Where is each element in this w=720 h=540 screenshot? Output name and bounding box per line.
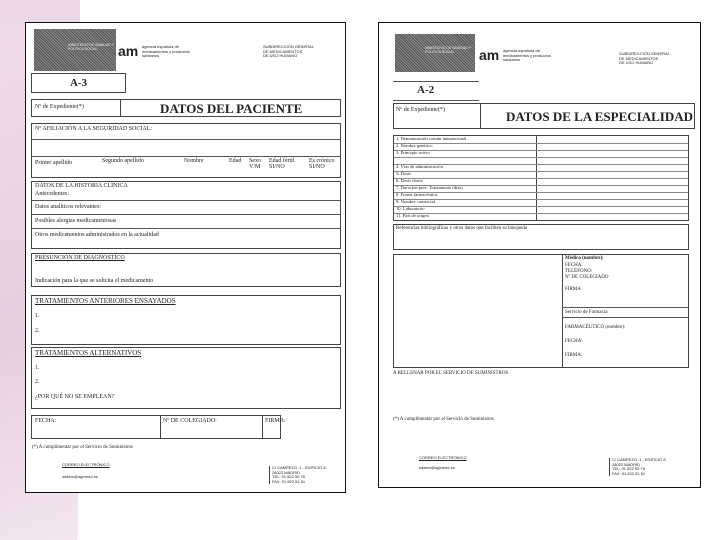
table-rule [394, 206, 688, 207]
footer-email: sdaem@agemed.es [419, 465, 455, 470]
table-rule [394, 185, 688, 186]
specialty-item: 1. Denominación común internacional [396, 136, 467, 141]
specialty-item: 6. Dosis diaria [396, 178, 423, 183]
page-title: DATOS DE LA ESPECIALIDAD [506, 109, 693, 124]
footer-address: C/ CAMPEZO, 1 - EDIFICIO 8 28022 MADRID TEL: 91 822 50 76 FAX: 91 822 51 61 [609, 458, 666, 476]
alternativos-heading: TRATAMIENTOS ALTERNATIVOS [35, 349, 142, 357]
anterior-2: 2. [35, 328, 40, 334]
patient-id-table [31, 123, 341, 178]
prescriber-section [393, 254, 689, 368]
alternativo-2: 2. [35, 379, 40, 385]
historia-section [31, 181, 341, 249]
anteriores-heading: TRATAMIENTOS ANTERIORES ENSAYADOS [35, 297, 176, 305]
page-title: DATOS DEL PACIENTE [160, 101, 303, 116]
table-rule [394, 199, 688, 200]
col-cronico: Es crónico SI/NO [309, 158, 335, 170]
colegiado-label: Nº DE COLEGIADO: [163, 418, 217, 424]
medico-fields: FECHA: TELÉFONO: Nº DE COLEGIADO FIRMA [565, 263, 609, 292]
specialty-item: 11. País de origen [396, 213, 429, 218]
otros-medicamentos-label: Otros medicamentos administrados en la actualidad [35, 232, 159, 238]
alternativo-1: 1. [35, 365, 40, 371]
rellenar-note: A RELLENAR POR EL SERVICIO DE SUMINISTROS [393, 371, 509, 376]
anteriores-section [31, 295, 341, 345]
specialty-item: 2. Nombre genérico [396, 143, 433, 148]
firma-label: FIRMA: [265, 418, 286, 424]
footnote: (*) A cumplimentar por el Servicio de Suministros [393, 417, 494, 422]
col-nombre: Nombre [184, 158, 204, 164]
col-edad: Edad [229, 158, 242, 164]
table-rule [394, 164, 688, 165]
signature-row [31, 415, 286, 439]
farmacia-firma-label: FIRMA: [565, 353, 583, 358]
footer-email-heading: CORREO ELECTRÓNICO [62, 462, 110, 467]
expediente-label: Nº de Expediente(*) [396, 107, 445, 113]
farmacia-label: Servicio de Farmacia [565, 310, 608, 315]
table-rule [394, 178, 688, 179]
alergias-label: Posibles alergias medicamentosas [35, 218, 117, 224]
col-edad-fertil: Edad fértil SI/NO [269, 158, 295, 170]
historia-heading: DATOS DE LA HISTORIA CLÍNICA [35, 183, 128, 189]
specialty-item: 9. Nombre comercial [396, 199, 435, 204]
medico-label: Médico (nombre): [565, 256, 604, 261]
indicacion-label: Indicación para la que se solicita el medicamento [35, 278, 154, 284]
slide-background-top [0, 0, 80, 22]
referencias-section [393, 224, 689, 250]
table-rule [394, 143, 688, 144]
agency-name: agencia española de medicamentos y productos sanitarios [142, 44, 190, 58]
specialty-item: 4. Vías de administración [396, 164, 443, 169]
specialty-items-table [393, 135, 689, 221]
alternativos-section [31, 347, 341, 409]
referencias-label: Referencias bibliográficas y otros datos que faciliten su búsqueda [396, 226, 528, 231]
specialty-item: 8. Forma farmacéutica [396, 192, 438, 197]
agency-logo: am [118, 43, 139, 59]
form-a3-patient-data [25, 22, 346, 493]
footer-address: C/ CAMPEZO, 1 - EDIFICIO 8 28022 MADRID TEL: 91 822 50 76 FAX: 91 822 51 61 [269, 466, 326, 484]
col-primer-apellido: Primer apellido [35, 160, 73, 166]
subdirection: SUBDIRECCIÓN GENERAL DE MEDICAMENTOS DE USO HUMANO [619, 51, 670, 65]
specialty-item: 10. Laboratorio [396, 206, 425, 211]
col-segundo-apellido: Segundo apellido [102, 158, 144, 164]
title-row [31, 99, 341, 117]
footer-email: sdaem@agemed.es [62, 474, 98, 479]
form-a2-specialty-data [378, 22, 701, 488]
table-rule [394, 171, 688, 172]
form-code: A-2 [417, 84, 435, 96]
footer-email-heading: CORREO ELECTRÓNICO [419, 455, 467, 460]
form-code: A-3 [31, 73, 126, 93]
fecha-label: FECHA: [35, 418, 57, 424]
table-rule [394, 150, 688, 151]
specialty-item: 3. Principio activo [396, 150, 430, 155]
agency-logo: am [479, 47, 500, 63]
table-rule [394, 192, 688, 193]
antecedentes-label: Antecedentes: [35, 191, 69, 197]
porque-label: ¿POR QUÉ NO SE EMPLEAN? [35, 394, 115, 400]
table-rule [394, 157, 688, 158]
ministry-logo: MINISTERIO DE SANIDAD Y POLITICA SOCIAL [395, 34, 475, 72]
diagnostico-heading: PRESUNCIÓN DE DIAGNÓSTICO [35, 255, 125, 261]
subdirection: SUBDIRECCIÓN GENERAL DE MEDICAMENTOS DE USO HUMANO [263, 44, 314, 58]
specialty-item: 5. Dosis [396, 171, 412, 176]
analiticos-label: Datos analíticos relevantes: [35, 204, 101, 210]
diagnostico-section [31, 253, 341, 287]
col-sexo: Sexo V/M [249, 158, 261, 170]
agency-name: agencia española de medicamentos y productos sanitarios [503, 48, 551, 62]
specialty-item: 7. Duración prev. Tratamiento (días) [396, 185, 463, 190]
farmaceutico-label: FARMACÉUTICO (nombre): [565, 325, 626, 330]
farmacia-fecha-label: FECHA: [565, 339, 583, 344]
anterior-1: 1. [35, 313, 40, 319]
expediente-label: Nº de Expediente(*) [35, 104, 84, 110]
ministry-logo: MINISTERIO DE SANIDAD Y POLITICA SOCIAL [34, 29, 116, 71]
table-rule [394, 213, 688, 214]
footnote: (*) A cumplimentar por el Servicio de Suministros [32, 445, 133, 450]
title-row [393, 103, 695, 129]
afiliacion-label: Nº AFILIACIÓN A LA SEGURIDAD SOCIAL: [35, 126, 153, 132]
